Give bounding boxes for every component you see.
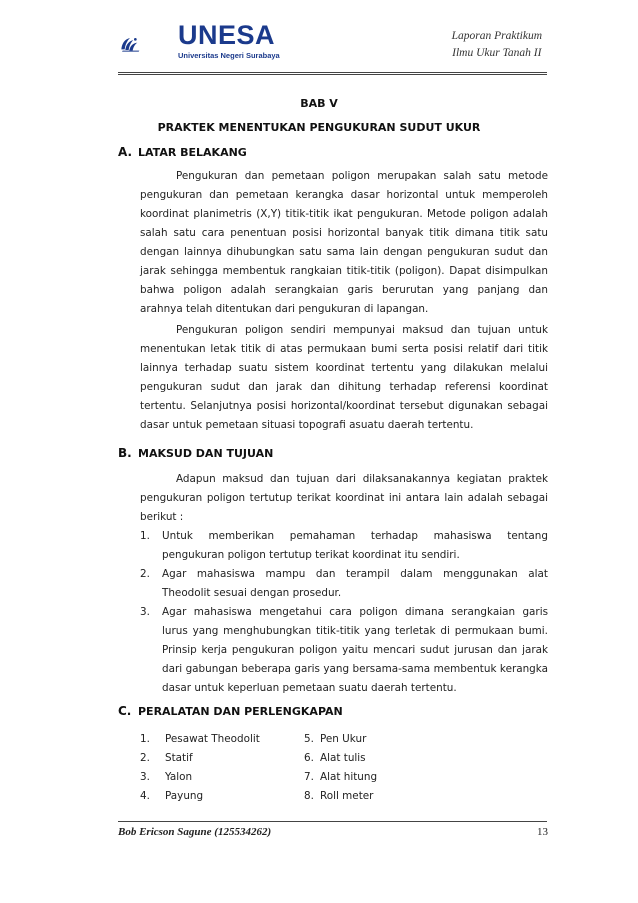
equipment-item: 5. Pen Ukur xyxy=(304,733,367,745)
report-title-line2: Ilmu Ukur Tanah II xyxy=(452,47,542,59)
section-title: MAKSUD DAN TUJUAN xyxy=(138,447,274,460)
equipment-item: 1. Pesawat Theodolit xyxy=(140,733,260,745)
unesa-logo-text xyxy=(178,20,280,60)
section-letter: B. xyxy=(118,446,132,460)
paragraph: Pengukuran poligon sendiri mempunyai maksud dan tujuan untuk menentukan letak titik di atas permukaan bumi serta posisi relatif dari titik lainnya terhadap suatu sistem koordinat tertentu yang dilakukan melalui pengukuran sudut dan jarak dan dihitung terhadap referensi koordinat tertentu. Selanjutnya posisi horizontal/koordinat tersebut digunakan sebagai dasar untuk pemetaan situasi topografi asuatu daerah tertentu. xyxy=(140,324,548,431)
chapter-title: PRAKTEK MENENTUKAN PENGUKURAN SUDUT UKUR xyxy=(157,121,481,134)
objectives-list xyxy=(140,527,548,698)
section-letter: C. xyxy=(118,704,132,718)
section-title: LATAR BELAKANG xyxy=(138,146,247,159)
logo-name: UNESA xyxy=(178,20,276,50)
equipment-item: 8. Roll meter xyxy=(304,790,374,802)
paragraph: Pengukuran dan pemetaan poligon merupakan salah satu metode pengukuran dan pemetaan kerangka dasar horizontal untuk memperoleh koordinat planimetris (X,Y) titik-titik ikat pengukuran. Metode poligon adalah salah satu cara penentuan posisi horizontal banyak titik dimana titik satu dengan lainnya dihubungkan satu sama lain dengan pengukuran sudut dan jarak sehingga membentuk rangkaian titik-titik (poligon). Dapat disimpulkan bahwa poligon adalah serangkaian garis berurutan yang panjang dan arahnya telah ditentukan dari pengukuran di lapangan. xyxy=(140,170,548,315)
section-c-heading xyxy=(118,704,343,718)
logo-subtitle: Universitas Negeri Surabaya xyxy=(178,51,280,60)
footer-author: Bob Ericson Sagune (125534262) xyxy=(118,826,272,838)
equipment-item: 7. Alat hitung xyxy=(304,771,378,783)
section-title: PERALATAN DAN PERLENGKAPAN xyxy=(138,705,343,718)
footer-rule xyxy=(118,821,547,822)
header-rule-double xyxy=(118,74,547,75)
unesa-logo-emblem xyxy=(120,20,180,68)
equipment-item: 3. Yalon xyxy=(140,771,193,783)
report-title xyxy=(452,28,542,62)
chapter-number: BAB V xyxy=(300,97,338,110)
equipment-item: 4. Payung xyxy=(140,790,204,802)
header-rule xyxy=(118,72,547,73)
list-item: 1. Untuk memberikan pemahaman terhadap mahasiswa tentang pengukuran poligon tertutup terikat koordinat itu sendiri. xyxy=(140,530,548,561)
report-title-line1: Laporan Praktikum xyxy=(451,30,542,42)
section-a-heading xyxy=(118,145,247,159)
section-b-heading xyxy=(118,446,273,460)
equipment-list-left xyxy=(140,730,290,806)
equipment-item: 2. Statif xyxy=(140,752,193,764)
list-item: 3. Agar mahasiswa mengetahui cara poligon dimana serangkaian garis lurus yang menghubungkan titik-titik yang terletak di permukaan bumi. Prinsip kerja pengukuran poligon yaitu mencari sudut jurusan dan jarak dari gabungan beberapa garis yang bersama-sama membentuk kerangka dasar untuk keperluan pemetaan suatu daerah tertentu. xyxy=(140,606,548,694)
equipment-item: 6. Alat tulis xyxy=(304,752,366,764)
section-letter: A. xyxy=(118,145,133,159)
equipment-list-right xyxy=(304,730,454,806)
list-item: 2. Agar mahasiswa mampu dan terampil dalam menggunakan alat Theodolit sesuai dengan prosedur. xyxy=(140,568,548,599)
paragraph: Adapun maksud dan tujuan dari dilaksanakannya kegiatan praktek pengukuran poligon tertutup terikat koordinat ini antara lain adalah sebagai berikut : xyxy=(140,473,548,523)
page-number: 13 xyxy=(537,826,548,838)
